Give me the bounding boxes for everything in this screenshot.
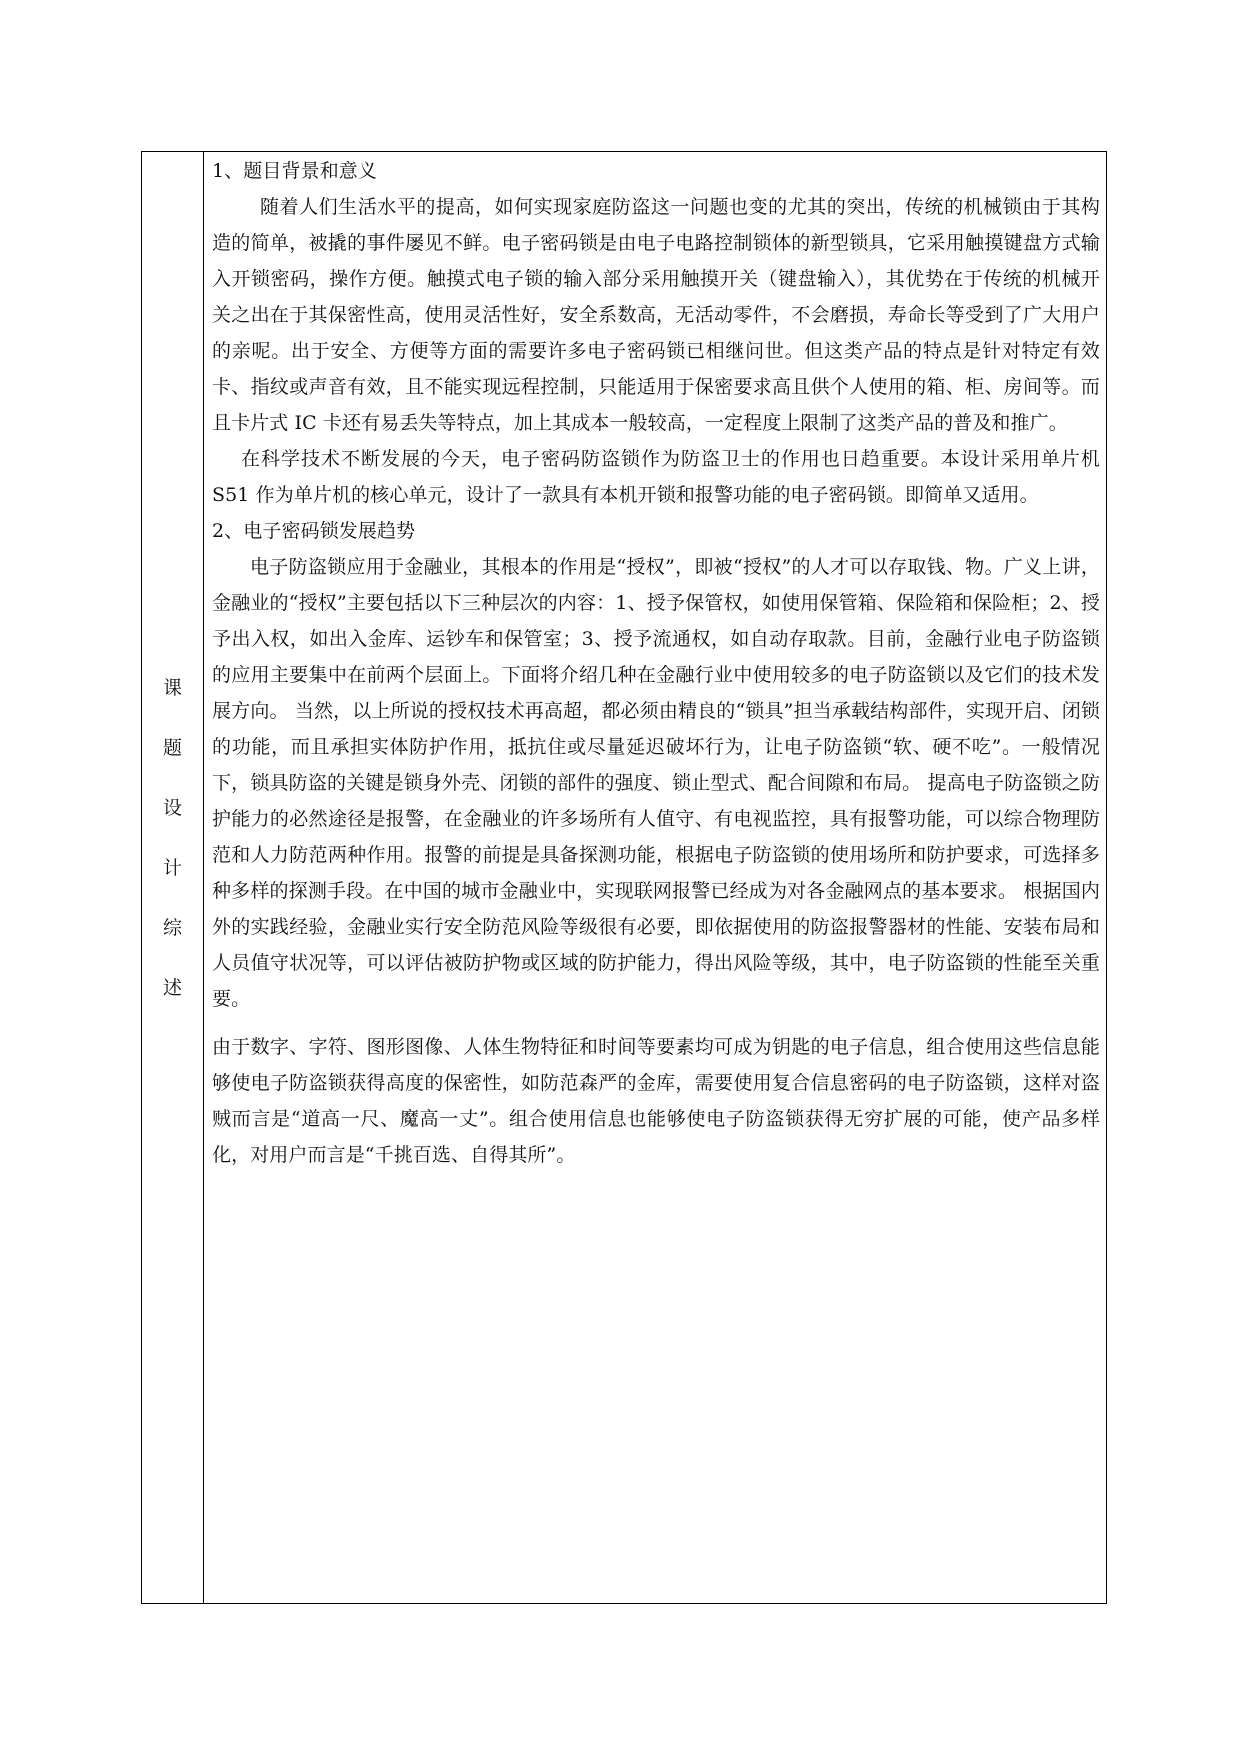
section-label-char: 计 [162, 857, 182, 879]
section-label [142, 658, 203, 1018]
paragraph-trend-2: 由于数字、字符、图形图像、人体生物特征和时间等要素均可成为钥匙的电子信息，组合使用这些信息能够使电子防盗锁获得高度的保密性，如防范森严的金库，需要使用复合信息密码的电子防盗锁，这样对盗贼而言是“道高一尺、魔高一丈”。组合使用信息也能够使电子防盗锁获得无穷扩展的可能，使产品多样化，对用户而言是“千挑百选、自得其所”。 [212, 1036, 1100, 1166]
review-form-table [141, 151, 1107, 1604]
paragraph-trend-1: 电子防盗锁应用于金融业，其根本的作用是“授权”，即被“授权”的人才可以存取钱、物。广义上讲，金融业的“授权”主要包括以下三种层次的内容：1、授予保管权，如使用保管箱、保险箱和保险柜；2、授予出入权，如出入金库、运钞车和保管室；3、授予流通权，如自动存取款。目前，金融行业电子防盗锁的应用主要集中在前两个层面上。下面将介绍几种在金融行业中使用较多的电子防盗锁以及它们的技术发展方向。 当然，以上所说的授权技术再高超，都必须由精良的“锁具”担当承载结构部件，实现开启、闭锁的功能，而且承担实体防护作用，抵抗住或尽量延迟破坏行为，让电子防盗锁“软、硬不吃”。一般情况下，锁具防盗的关键是锁身外壳、闭锁的部件的强度、锁止型式、配合间隙和布局。 提高电子防盗锁之防护能力的必然途径是报警，在金融业的许多场所有人值守、有电视监控，具有报警功能，可以综合物理防范和人力防范两种作用。报警的前提是具备探测功能，根据电子防盗锁的使用场所和防护要求，可选择多种多样的探测手段。在中国的城市金融业中，实现联网报警已经成为对各金融网点的基本要求。 根据国内外的实践经验，金融业实行安全防范风险等级很有必要，即依据使用的防盗报警器材的性能、安装布局和人员值守状况等，可以评估被防护物或区域的防护能力，得出风险等级，其中，电子防盗锁的性能至关重要。 [212, 556, 1100, 1010]
heading-trend: 2、电子密码锁发展趋势 [212, 520, 416, 542]
heading-background: 1、题目背景和意义 [212, 160, 377, 182]
section-label-char: 题 [162, 737, 182, 759]
section-label-cell [142, 152, 204, 1603]
content-cell [204, 152, 1106, 1603]
review-content [212, 153, 1100, 1173]
paragraph-background-2: 在科学技术不断发展的今天，电子密码防盗锁作为防盗卫士的作用也日趋重要。本设计采用单片机 S51 作为单片机的核心单元，设计了一款具有本机开锁和报警功能的电子密码锁。即简单又适用。 [212, 448, 1100, 506]
section-label-char: 述 [162, 977, 182, 999]
section-label-char: 综 [162, 917, 182, 939]
section-label-char: 课 [162, 677, 182, 699]
paragraph-background-1: 随着人们生活水平的提高，如何实现家庭防盗这一问题也变的尤其的突出，传统的机械锁由于其构造的简单，被撬的事件屡见不鲜。电子密码锁是由电子电路控制锁体的新型锁具，它采用触摸键盘方式输入开锁密码，操作方便。触摸式电子锁的输入部分采用触摸开关（键盘输入），其优势在于传统的机械开关之出在于其保密性高，使用灵活性好，安全系数高，无活动零件，不会磨损，寿命长等受到了广大用户的亲呢。出于安全、方便等方面的需要许多电子密码锁已相继问世。但这类产品的特点是针对特定有效卡、指纹或声音有效，且不能实现远程控制，只能适用于保密要求高且供个人使用的箱、柜、房间等。而且卡片式 IC 卡还有易丢失等特点，加上其成本一般较高，一定程度上限制了这类产品的普及和推广。 [212, 196, 1100, 434]
section-label-char: 设 [162, 797, 182, 819]
